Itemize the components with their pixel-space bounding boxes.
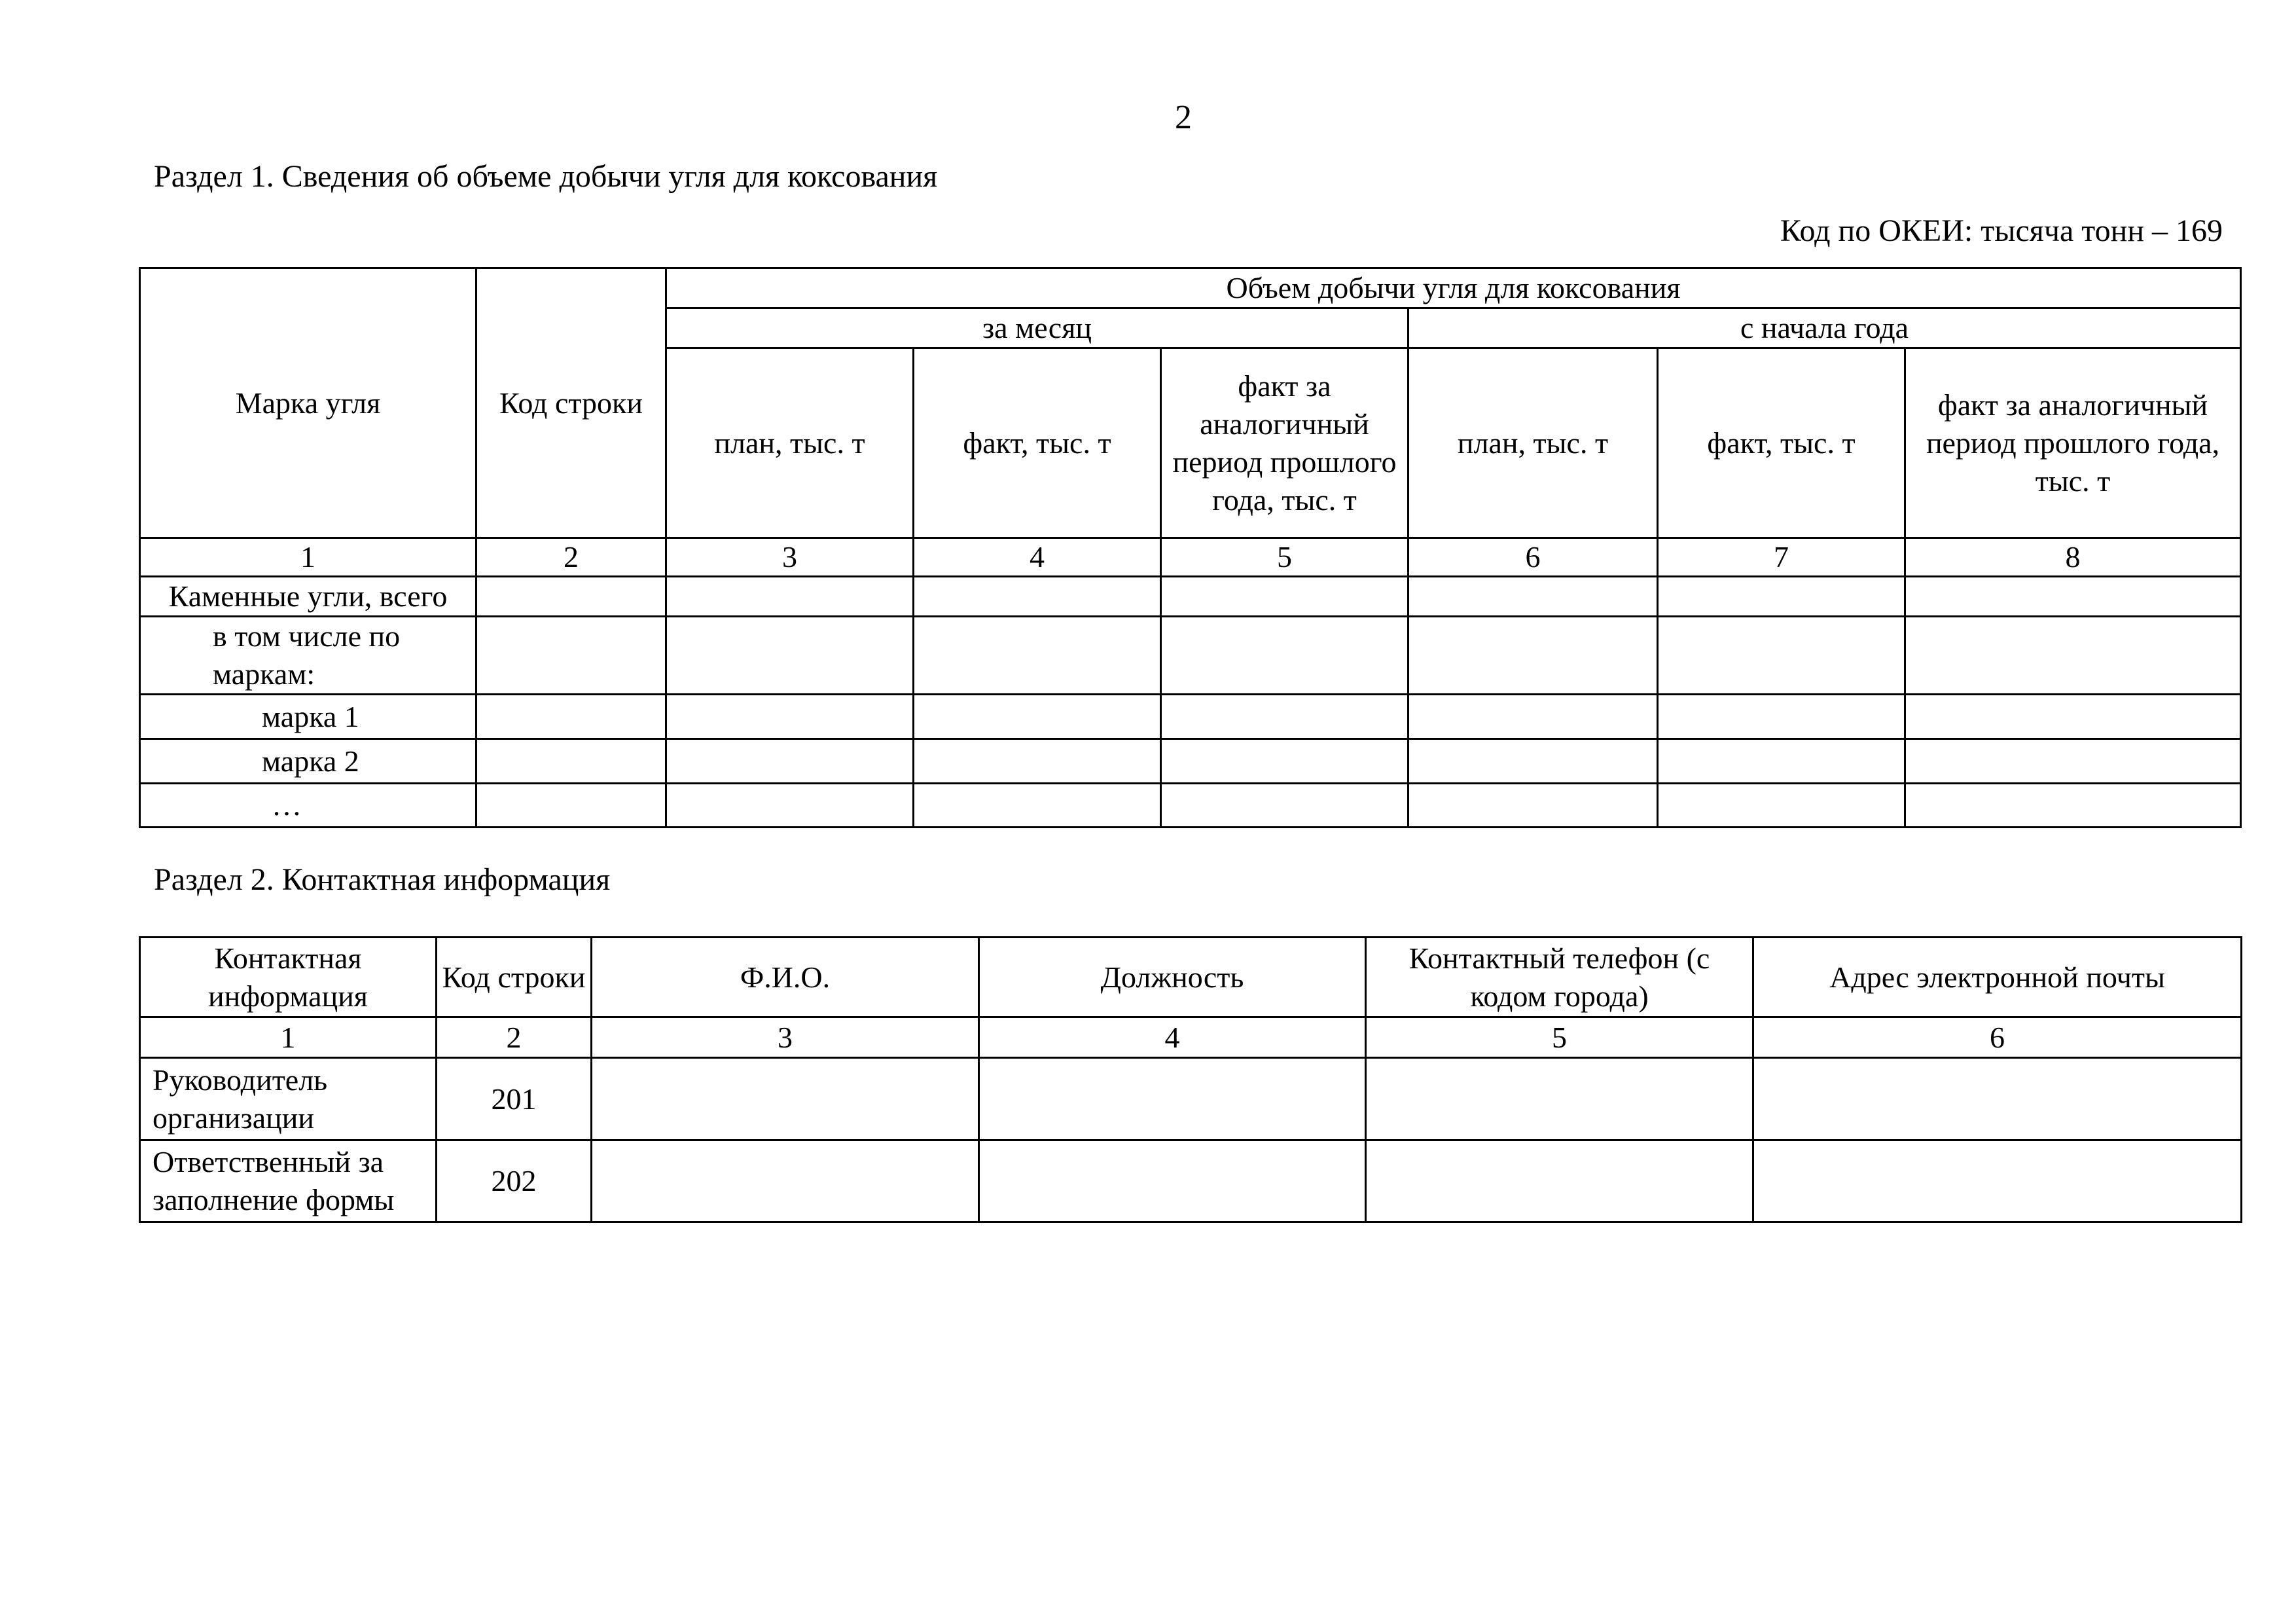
contact-info-table <box>139 936 2242 1223</box>
cell-phone[interactable] <box>1366 1140 1753 1222</box>
column-number: 4 <box>914 538 1161 577</box>
cell-value[interactable] <box>1161 577 1408 617</box>
column-number: 4 <box>979 1017 1366 1058</box>
cell-value[interactable] <box>1905 617 2241 695</box>
coal-volume-table <box>139 267 2242 828</box>
row-label-more: … <box>140 784 476 828</box>
cell-value[interactable] <box>1408 695 1658 739</box>
cell-value[interactable] <box>1408 739 1658 784</box>
column-number: 5 <box>1161 538 1408 577</box>
cell-value[interactable] <box>1161 617 1408 695</box>
header-position: Должность <box>979 938 1366 1017</box>
header-plan-month: план, тыс. т <box>666 348 914 538</box>
cell-row-code[interactable] <box>476 695 666 739</box>
row-label-total: Каменные угли, всего <box>140 577 476 617</box>
cell-value[interactable] <box>1905 739 2241 784</box>
cell-value[interactable] <box>914 784 1161 828</box>
cell-email[interactable] <box>1753 1058 2242 1140</box>
header-coal-grade: Марка угля <box>140 268 476 538</box>
row-label-head: Руководитель организации <box>140 1058 437 1140</box>
row-label-responsible: Ответственный за заполнение формы <box>140 1140 437 1222</box>
cell-phone[interactable] <box>1366 1058 1753 1140</box>
cell-row-code[interactable] <box>476 617 666 695</box>
cell-value[interactable] <box>914 617 1161 695</box>
cell-value[interactable] <box>1658 784 1905 828</box>
cell-value[interactable] <box>1905 577 2241 617</box>
cell-value[interactable] <box>666 617 914 695</box>
column-number: 1 <box>140 1017 437 1058</box>
cell-value[interactable] <box>666 695 914 739</box>
column-number: 2 <box>476 538 666 577</box>
section-1-title: Раздел 1. Сведения об объеме добычи угля для коксования <box>154 159 938 194</box>
header-email: Адрес электронной почты <box>1753 938 2242 1017</box>
cell-value[interactable] <box>1408 617 1658 695</box>
row-code: 202 <box>437 1140 592 1222</box>
cell-value[interactable] <box>1408 577 1658 617</box>
header-full-name: Ф.И.О. <box>592 938 979 1017</box>
cell-row-code[interactable] <box>476 784 666 828</box>
row-label-grade-2: марка 2 <box>140 739 476 784</box>
cell-value[interactable] <box>914 695 1161 739</box>
column-number: 2 <box>437 1017 592 1058</box>
column-number: 3 <box>592 1017 979 1058</box>
column-number: 5 <box>1366 1017 1753 1058</box>
column-number: 8 <box>1905 538 2241 577</box>
header-phone: Контактный телефон (с кодом города) <box>1366 938 1753 1017</box>
row-label-by-grade: в том числе по маркам: <box>140 617 476 695</box>
cell-value[interactable] <box>1161 695 1408 739</box>
cell-value[interactable] <box>666 739 914 784</box>
cell-value[interactable] <box>1161 739 1408 784</box>
column-number: 6 <box>1753 1017 2242 1058</box>
header-row-code: Код строки <box>476 268 666 538</box>
cell-position[interactable] <box>979 1058 1366 1140</box>
okei-code: Код по ОКЕИ: тысяча тонн – 169 <box>1780 213 2223 248</box>
cell-value[interactable] <box>1658 617 1905 695</box>
cell-full-name[interactable] <box>592 1058 979 1140</box>
cell-value[interactable] <box>1658 695 1905 739</box>
cell-value[interactable] <box>1408 784 1658 828</box>
cell-value[interactable] <box>1658 577 1905 617</box>
cell-value[interactable] <box>914 739 1161 784</box>
header-ytd: с начала года <box>1408 308 2241 348</box>
column-number: 1 <box>140 538 476 577</box>
column-number: 7 <box>1658 538 1905 577</box>
header-fact-prev-month: факт за аналогичный период прошлого года, тыс. т <box>1161 348 1408 538</box>
header-contact-info: Контактная информация <box>140 938 437 1017</box>
header-volume: Объем добычи угля для коксования <box>666 268 2241 308</box>
cell-value[interactable] <box>1161 784 1408 828</box>
header-fact-prev-ytd: факт за аналогичный период прошлого года, тыс. т <box>1905 348 2241 538</box>
header-row-code: Код строки <box>437 938 592 1017</box>
column-number: 3 <box>666 538 914 577</box>
cell-value[interactable] <box>1905 695 2241 739</box>
row-code: 201 <box>437 1058 592 1140</box>
header-plan-ytd: план, тыс. т <box>1408 348 1658 538</box>
cell-position[interactable] <box>979 1140 1366 1222</box>
cell-full-name[interactable] <box>592 1140 979 1222</box>
cell-value[interactable] <box>914 577 1161 617</box>
section-2-title: Раздел 2. Контактная информация <box>154 862 611 897</box>
cell-value[interactable] <box>1905 784 2241 828</box>
cell-row-code[interactable] <box>476 577 666 617</box>
cell-email[interactable] <box>1753 1140 2242 1222</box>
cell-row-code[interactable] <box>476 739 666 784</box>
page-number: 2 <box>1175 99 1192 136</box>
cell-value[interactable] <box>666 577 914 617</box>
cell-value[interactable] <box>1658 739 1905 784</box>
header-fact-ytd: факт, тыс. т <box>1658 348 1905 538</box>
cell-value[interactable] <box>666 784 914 828</box>
column-number: 6 <box>1408 538 1658 577</box>
header-fact-month: факт, тыс. т <box>914 348 1161 538</box>
row-label-grade-1: марка 1 <box>140 695 476 739</box>
header-month: за месяц <box>666 308 1408 348</box>
